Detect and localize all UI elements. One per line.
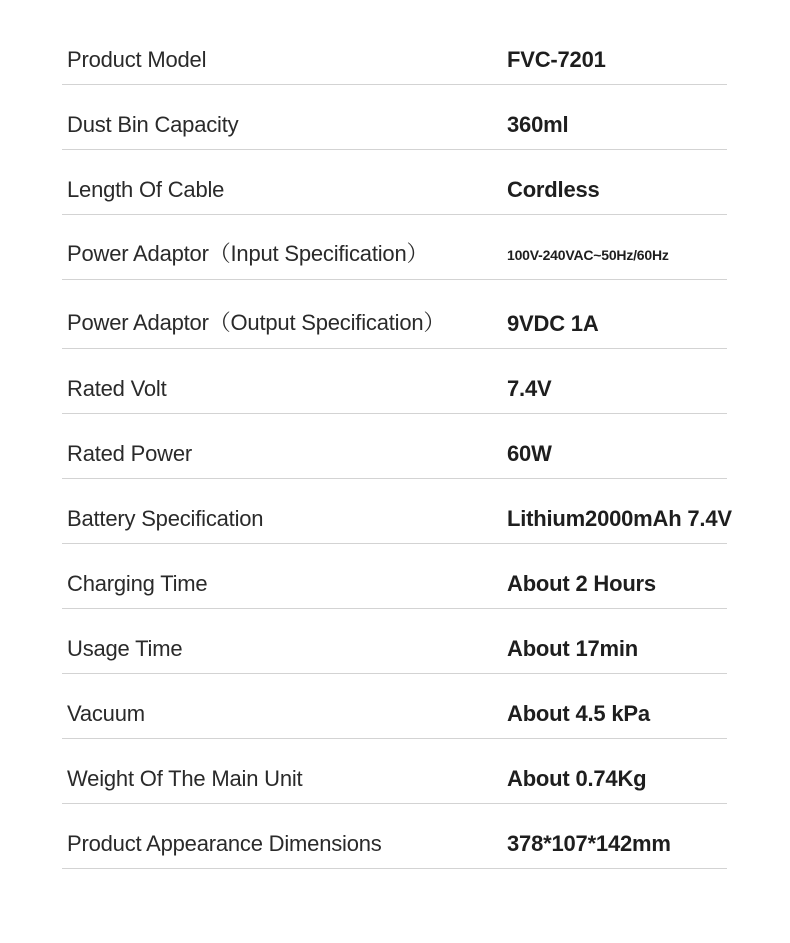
spec-row-product-model [62, 20, 727, 85]
spec-label: Weight Of The Main Unit [67, 766, 303, 791]
spec-label: Dust Bin Capacity [67, 112, 239, 137]
spec-row-power-adaptor-output [62, 280, 727, 349]
spec-value: 100V-240VAC~50Hz/60Hz [507, 247, 669, 263]
spec-label: Product Appearance Dimensions [67, 831, 382, 856]
spec-value: Lithium2000mAh 7.4V [507, 506, 732, 531]
spec-value: About 17min [507, 636, 639, 661]
spec-row-power-adaptor-input [62, 215, 727, 280]
spec-row-rated-power [62, 414, 727, 479]
spec-label: Power Adaptor（Input Specification） [67, 241, 429, 266]
spec-label: Power Adaptor（Output Specification） [67, 310, 446, 335]
spec-label: Battery Specification [67, 506, 264, 531]
spec-value: 7.4V [507, 376, 552, 401]
spec-value: FVC-7201 [507, 47, 606, 72]
spec-value: 9VDC 1A [507, 311, 599, 336]
spec-label: Rated Volt [67, 376, 167, 401]
spec-row-charging-time [62, 544, 727, 609]
spec-row-usage-time [62, 609, 727, 674]
spec-label: Rated Power [67, 441, 192, 466]
spec-row-length-of-cable [62, 150, 727, 215]
spec-row-rated-volt [62, 349, 727, 414]
spec-value: About 4.5 kPa [507, 701, 650, 726]
spec-value: 60W [507, 441, 552, 466]
spec-row-appearance-dimensions [62, 804, 727, 869]
spec-label: Length Of Cable [67, 177, 225, 202]
spec-row-weight-of-main-unit [62, 739, 727, 804]
spec-label: Usage Time [67, 636, 183, 661]
spec-label: Vacuum [67, 701, 145, 726]
spec-row-vacuum [62, 674, 727, 739]
spec-value: 360ml [507, 112, 569, 137]
spec-label: Charging Time [67, 571, 208, 596]
spec-value: About 0.74Kg [507, 766, 647, 791]
spec-row-dust-bin-capacity [62, 85, 727, 150]
spec-value: About 2 Hours [507, 571, 656, 596]
spec-label: Product Model [67, 47, 207, 72]
spec-row-battery-specification [62, 479, 732, 544]
spec-value: 378*107*142mm [507, 831, 671, 856]
spec-table [62, 20, 732, 869]
spec-value: Cordless [507, 177, 600, 202]
